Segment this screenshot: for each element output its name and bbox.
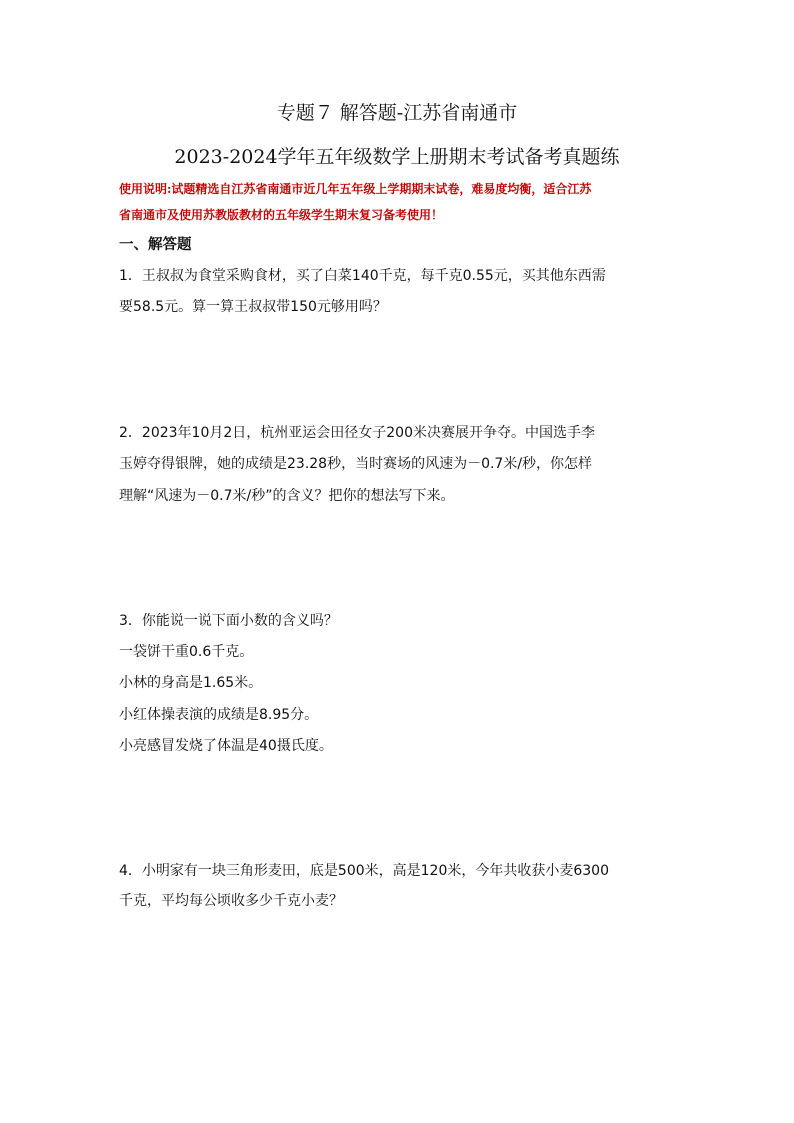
section-heading: 一、解答题 [119, 237, 192, 253]
question-2-line-3: 理解“风速为－0.7米/秒”的含义？把你的想法写下来。 [119, 488, 455, 504]
question-4-line-2: 千克，平均每公顷收多少千克小麦？ [119, 893, 343, 909]
usage-note-line-1: 使用说明:试题精选自江苏省南通市近几年五年级上学期期末试卷，难易度均衡，适合江苏 [119, 182, 592, 196]
question-2-line-1: 2．2023年10月2日，杭州亚运会田径女子200米决赛展开争夺。中国选手李 [119, 425, 595, 441]
page-title: 专题７ 解答题-江苏省南通市 [276, 102, 518, 124]
question-3-line-5: 小亮感冒发烧了体温是40摄氏度。 [119, 738, 333, 754]
question-1-line-2: 要58.5元。算一算王叔叔带150元够用吗？ [119, 299, 387, 315]
question-4-line-1: 4．小明家有一块三角形麦田，底是500米，高是120米，今年共收获小麦6300 [119, 863, 609, 879]
question-3-line-3: 小林的身高是1.65米。 [119, 675, 263, 691]
question-3-line-2: 一袋饼干重0.6千克。 [119, 644, 254, 660]
question-2-line-2: 玉婷夺得银牌，她的成绩是23.28秒，当时赛场的风速为－0.7米/秒，你怎样 [119, 456, 593, 472]
question-3-line-1: 3．你能说一说下面小数的含义吗？ [119, 613, 338, 629]
page-subtitle: 2023-2024学年五年级数学上册期末考试备考真题练 [174, 146, 620, 168]
question-1-line-1: 1．王叔叔为食堂采购食材，买了白菜140千克，每千克0.55元，买其他东西需 [119, 268, 606, 284]
question-3-line-4: 小红体操表演的成绩是8.95分。 [119, 707, 319, 723]
usage-note-line-2: 省南通市及使用苏教版教材的五年级学生期末复习备考使用！ [119, 208, 444, 222]
